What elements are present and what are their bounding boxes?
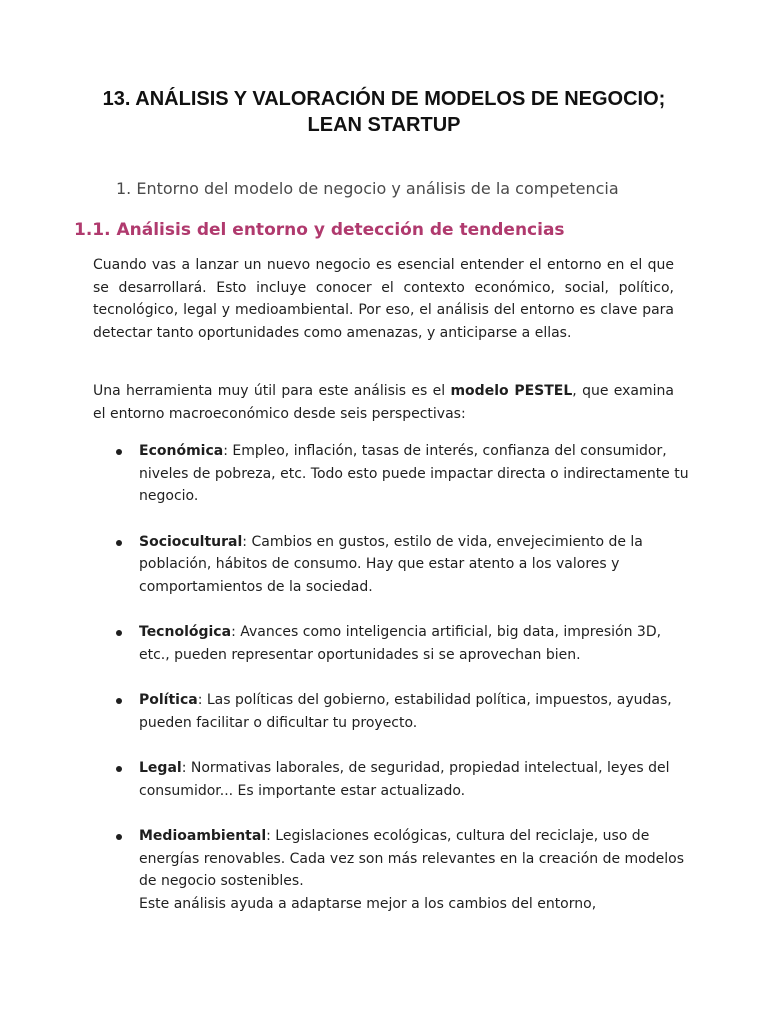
- page-title: [60, 86, 708, 138]
- paragraph-pestel-after: , que examina el entorno macroeconómico desde seis perspectivas:: [93, 383, 674, 422]
- list-item: [93, 621, 693, 666]
- list-item: [93, 689, 693, 734]
- bullet-text: : Avances como inteligencia artificial, big data, impresión 3D, etc., pueden representar oportunidades si se aprovechan bien.: [139, 624, 662, 663]
- bullet-text: : Legislaciones ecológicas, cultura del reciclaje, uso de energías renovables. Cada vez son más relevantes en la creación de modelos de negocio sostenibles.: [139, 828, 684, 889]
- closing-line: Este análisis ayuda a adaptarse mejor a los cambios del entorno,: [139, 895, 597, 912]
- bullet-term: Económica: [139, 443, 224, 459]
- bullet-icon: [116, 698, 122, 704]
- bullet-text: : Empleo, inflación, tasas de interés, confianza del consumidor, niveles de pobreza, etc. Todo esto puede impactar directa o indirectamente tu negocio.: [139, 443, 689, 504]
- bullet-text: : Normativas laborales, de seguridad, propiedad intelectual, leyes del consumidor... Es importante estar actualizado.: [139, 760, 670, 799]
- paragraph-intro: Cuando vas a lanzar un nuevo negocio es esencial entender el entorno en el que se desarrollará. Esto incluye conocer el contexto económico, social, político, tecnológico, legal y medioambiental. Por eso, el análisis del entorno es clave para detectar tanto oportunidades como amenazas, y anticiparse a ellas.: [93, 257, 674, 341]
- list-item: [93, 531, 693, 599]
- list-item: [93, 825, 693, 915]
- bullet-text: : Cambios en gustos, estilo de vida, envejecimiento de la población, hábitos de consumo. Hay que estar atento a los valores y comportamientos de la sociedad.: [139, 533, 643, 595]
- bullet-icon: [116, 834, 122, 840]
- page-title-line2: LEAN STARTUP: [307, 114, 461, 136]
- bullet-term: Medioambiental: [139, 828, 267, 844]
- section-heading: 1.1. Análisis del entorno y detección de tendencias: [74, 220, 565, 240]
- pestel-list: [93, 440, 693, 938]
- bullet-text: : Las políticas del gobierno, estabilidad política, impuestos, ayudas, pueden facilitar o dificultar tu proyecto.: [139, 692, 672, 731]
- bullet-icon: [116, 630, 122, 636]
- bullet-term: Política: [139, 692, 198, 708]
- bullet-icon: [116, 766, 122, 772]
- bullet-icon: [116, 449, 122, 455]
- paragraph-pestel-before: Una herramienta muy útil para este análisis es el: [93, 383, 451, 399]
- bullet-icon: [116, 540, 122, 546]
- page-title-line1: 13. ANÁLISIS Y VALORACIÓN DE MODELOS DE NEGOCIO;: [102, 88, 666, 110]
- list-item: [93, 757, 693, 802]
- paragraph-pestel-bold: modelo PESTEL: [450, 383, 573, 399]
- list-item: [93, 440, 693, 508]
- bullet-term: Tecnológica: [139, 624, 232, 640]
- paragraph-pestel: [93, 380, 674, 425]
- toc-entry: 1. Entorno del modelo de negocio y análisis de la competencia: [116, 179, 619, 198]
- bullet-term: Sociocultural: [139, 533, 243, 550]
- bullet-term: Legal: [139, 760, 182, 776]
